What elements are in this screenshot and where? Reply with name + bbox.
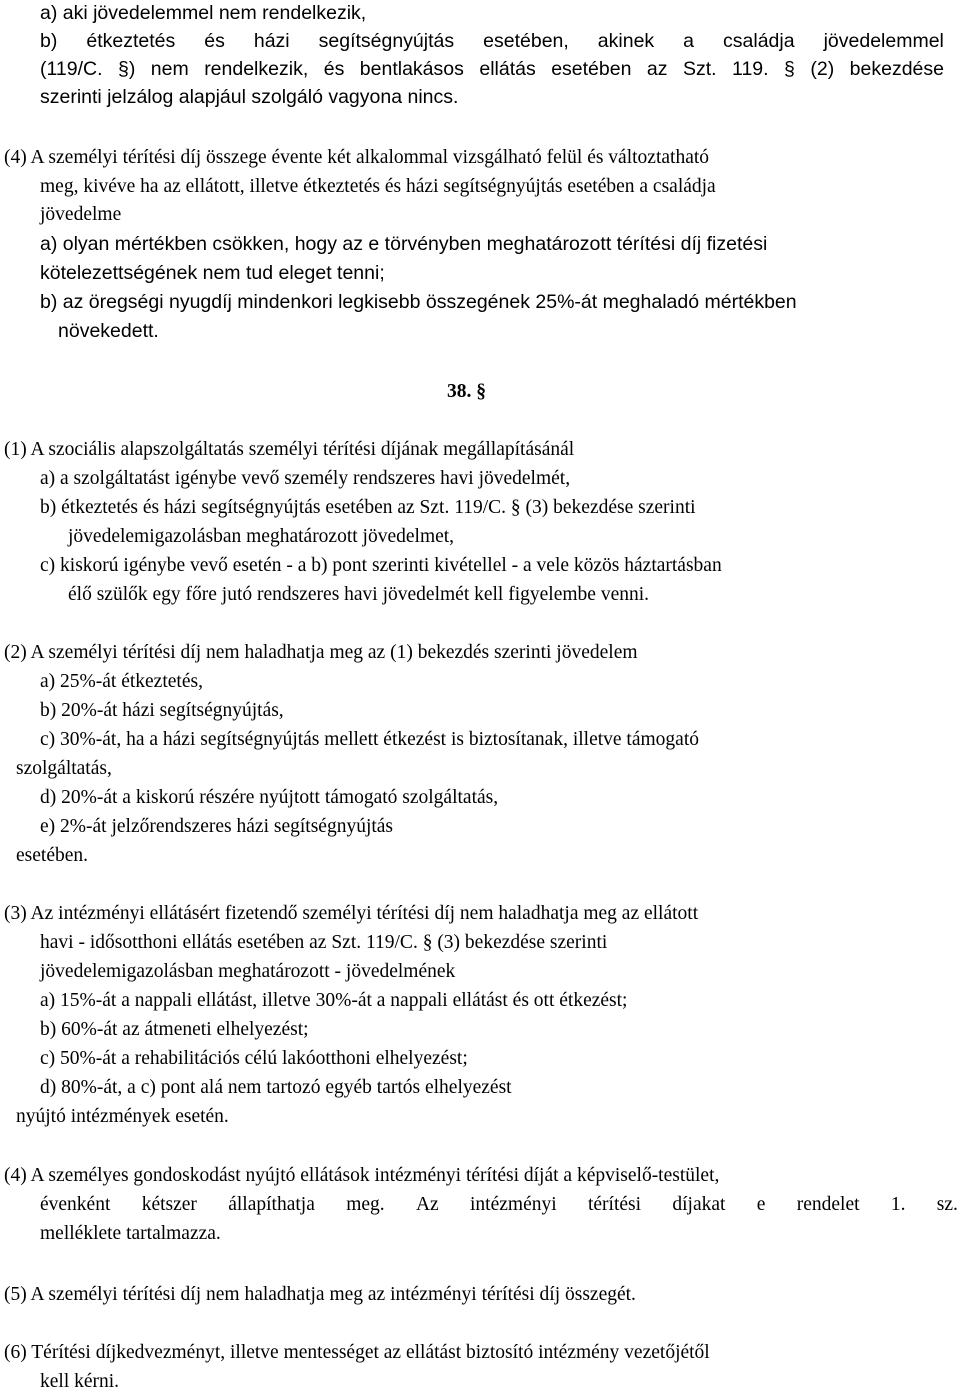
intro-line-b-end: szerinti jelzálog alapjául szolgáló vagyona nincs. xyxy=(40,86,459,108)
paragraph-38-2-item-a: a) 25%-át étkeztetés, xyxy=(40,671,203,692)
paragraph-38-6-line: kell kérni. xyxy=(40,1371,120,1392)
paragraph-38-3-item-b: b) 60%-át az átmeneti elhelyezést; xyxy=(40,1019,309,1040)
paragraph-38-3-item-d: d) 80%-át, a c) pont alá nem tartozó egyéb tartós elhelyezést xyxy=(40,1077,512,1098)
paragraph-38-5-line: (5) A személyi térítési díj nem haladhatja meg az intézményi térítési díj összegét. xyxy=(4,1284,636,1305)
paragraph-38-2-item-c: c) 30%-át, ha a házi segítségnyújtás mellett étkezést is biztosítanak, illetve támogató xyxy=(40,729,699,750)
paragraph-38-2-item-c-cont: szolgáltatás, xyxy=(16,758,112,779)
paragraph-38-3-line: jövedelemigazolásban meghatározott - jövedelmének xyxy=(40,961,456,982)
paragraph-37-4-line: jövedelme xyxy=(40,204,122,225)
paragraph-38-1-item-b: b) étkeztetés és házi segítségnyújtás esetében az Szt. 119/C. § (3) bekezdése szerinti xyxy=(40,497,696,518)
intro-line-b: b) étkeztetés és házi segítségnyújtás esetében, akinek a családja jövedelemmel xyxy=(40,30,944,52)
paragraph-38-4-line: (4) A személyes gondoskodást nyújtó ellátások intézményi térítési díját a képviselő-testület, xyxy=(4,1165,720,1186)
paragraph-38-1-item-b-cont: jövedelemigazolásban meghatározott jövedelmet, xyxy=(68,526,455,547)
paragraph-38-2-end: esetében. xyxy=(16,845,89,866)
paragraph-38-1-item-a: a) a szolgáltatást igénybe vevő személy rendszeres havi jövedelmét, xyxy=(40,468,571,489)
paragraph-38-1-line: (1) A szociális alapszolgáltatás személyi térítési díjának megállapításánál xyxy=(4,439,575,460)
paragraph-37-4-item-b-cont: növekedett. xyxy=(58,320,159,342)
paragraph-38-3-item-a: a) 15%-át a nappali ellátást, illetve 30%-át a nappali ellátást és ott étkezést; xyxy=(40,990,628,1011)
paragraph-37-4-line: meg, kivéve ha az ellátott, illetve étkeztetés és házi segítségnyújtás esetében a családja xyxy=(40,176,716,197)
paragraph-37-4-item-a-cont: kötelezettségének nem tud eleget tenni; xyxy=(40,262,385,284)
section-heading: 38. § xyxy=(447,381,486,402)
paragraph-38-2-line: (2) A személyi térítési díj nem haladhatja meg az (1) bekezdés szerinti jövedelem xyxy=(4,642,638,663)
paragraph-38-3-item-c: c) 50%-át a rehabilitációs célú lakóotthoni elhelyezést; xyxy=(40,1048,468,1069)
paragraph-38-3-line: havi - idősotthoni ellátás esetében az Szt. 119/C. § (3) bekezdése szerinti xyxy=(40,932,608,953)
paragraph-38-1-item-c: c) kiskorú igénybe vevő esetén - a b) pont szerinti kivétellel - a vele közös háztartásban xyxy=(40,555,722,576)
paragraph-37-4-item-b: b) az öregségi nyugdíj mindenkori legkisebb összegének 25%-át meghaladó mértékben xyxy=(40,291,797,313)
paragraph-38-6-line: (6) Térítési díjkedvezményt, illetve mentességet az ellátást biztosító intézmény vezetőjétől xyxy=(4,1342,710,1363)
paragraph-38-2-item-b: b) 20%-át házi segítségnyújtás, xyxy=(40,700,284,721)
paragraph-38-4-line: évenként kétszer állapíthatja meg. Az intézményi térítési díjakat e rendelet 1. sz. xyxy=(40,1194,958,1215)
paragraph-38-2-item-e: e) 2%-át jelzőrendszeres házi segítségnyújtás xyxy=(40,816,394,837)
paragraph-38-3-line: (3) Az intézményi ellátásért fizetendő személyi térítési díj nem haladhatja meg az ellátott xyxy=(4,903,699,924)
paragraph-38-1-item-c-cont: élő szülők egy főre jutó rendszeres havi jövedelmét kell figyelembe venni. xyxy=(68,584,650,605)
paragraph-38-2-item-d: d) 20%-át a kiskorú részére nyújtott támogató szolgáltatás, xyxy=(40,787,499,808)
intro-line-b-cont: (119/C. §) nem rendelkezik, és bentlakásos ellátás esetében az Szt. 119. § (2) bekezdése xyxy=(40,58,944,80)
paragraph-38-4-line: melléklete tartalmazza. xyxy=(40,1223,221,1244)
paragraph-37-4-item-a: a) olyan mértékben csökken, hogy az e törvényben meghatározott térítési díj fizetési xyxy=(40,233,768,255)
paragraph-37-4-line: (4) A személyi térítési díj összege évente két alkalommal vizsgálható felül és változtatható xyxy=(4,147,710,168)
intro-line-a: a) aki jövedelemmel nem rendelkezik, xyxy=(40,2,367,24)
paragraph-38-3-end: nyújtó intézmények esetén. xyxy=(16,1106,229,1127)
